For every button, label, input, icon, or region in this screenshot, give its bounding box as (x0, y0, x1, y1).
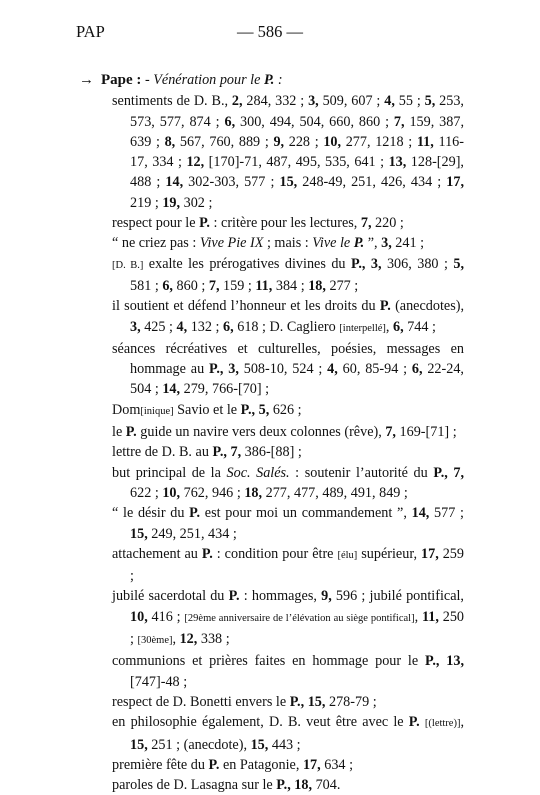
entry-text: P., (433, 464, 448, 481)
entry-text: 11, (421, 608, 439, 625)
entry-text: 250 ; (130, 608, 465, 648)
entry-text: Savio et le (173, 401, 241, 418)
entry-text: 7, (385, 424, 396, 441)
entry-text: 277, 1218 ; (341, 133, 417, 150)
entry-text: 14, (411, 505, 430, 522)
sub-entry (112, 339, 464, 400)
sub-entry (112, 544, 464, 587)
entry-text: 13, (388, 154, 407, 171)
sub-entry (112, 463, 464, 504)
entry-text: 132 ; (187, 318, 224, 335)
entry-text: 159, 387, 639 ; (130, 113, 464, 150)
entry-text: 10, (162, 484, 181, 501)
entry-text: 128-[29], 488 ; (130, 154, 464, 191)
entry-text: “ ne criez pas : (112, 235, 200, 252)
entry-text: 284, 332 ; (242, 93, 309, 110)
entry-text: 12, (179, 631, 198, 648)
entry-text: 384 ; (272, 277, 309, 294)
entry-text: 15, (130, 736, 148, 753)
entry-text: communions et prières faites en hommage pour le (112, 653, 425, 670)
entry-text: P. (379, 298, 391, 315)
entry-text: ”, (364, 235, 382, 252)
entry-heading (79, 70, 464, 90)
entry-text: 17, (446, 174, 464, 191)
entry-text: 3, (308, 93, 319, 110)
entry-text: 626 ; (269, 401, 302, 418)
entry-text: 7, (360, 215, 372, 232)
entry-text: [30ème] (137, 635, 173, 647)
entry-text: 7, (453, 464, 465, 481)
entry-text: 11, (255, 277, 273, 294)
entry-text: 7, (393, 113, 405, 130)
entry-text: 5, (453, 255, 464, 272)
subtitle-text: - Vénération pour le (144, 72, 264, 88)
entry-text: Dom (112, 401, 141, 418)
entry-text: 22-24, 504 ; (130, 361, 464, 398)
sub-entry (112, 712, 464, 755)
arrow-right-icon: → (79, 72, 94, 88)
entry-text: P. (208, 756, 220, 773)
entry-text: 509, 607 ; (318, 93, 385, 110)
sub-entry (112, 91, 464, 213)
entry-text: 508-10, 524 ; (238, 361, 328, 378)
headword: Pape : (101, 72, 142, 88)
entry-text: première fête du (112, 756, 209, 773)
entry-text: 425 ; (140, 318, 177, 335)
entry-text: [(lettre)] (424, 718, 461, 730)
entry-text: 4, (176, 318, 188, 335)
entry-text: 277 ; (325, 277, 359, 294)
entry-text: 5, (258, 401, 270, 418)
entry-text: P., (208, 361, 224, 378)
entry-text: paroles de D. Lasagna sur le (112, 777, 277, 794)
entry-text: [29ème anniversaire de l’élévation au siège pontifical] (184, 612, 415, 624)
sub-entry-list (76, 91, 464, 795)
entry-text: 220 ; (371, 215, 404, 232)
entry-text: 704. (312, 777, 341, 794)
entry-text: 567, 760, 889 ; (175, 133, 274, 150)
sub-entry (112, 400, 464, 422)
entry-text: 443 ; (268, 736, 301, 753)
entry-text: [élu] (337, 549, 358, 561)
entry-text: P. (189, 505, 201, 522)
entry-text: 2, (231, 93, 243, 110)
entry-text: Vive Pie IX (199, 235, 264, 252)
sub-entry (112, 296, 464, 339)
entry-text: P. (199, 215, 210, 232)
entry-text: 3, (130, 318, 141, 335)
entry-text: 4, (384, 93, 395, 110)
entry-text: P. (125, 424, 137, 441)
entry-text: P., (424, 653, 440, 670)
entry-text: P., (289, 693, 305, 710)
entry-text: guide un navire vers deux colonnes (rêve), (136, 424, 386, 441)
entry-text: Soc. Salés. (226, 464, 290, 481)
sub-entry (112, 586, 464, 651)
entry-text: jubilé sacerdotal du (112, 588, 229, 605)
entry-text: , (172, 631, 180, 648)
entry-text: 9, (273, 133, 285, 150)
entry-text: 4, (327, 361, 338, 378)
entry-text: 15, (279, 174, 298, 191)
sub-entry (112, 692, 464, 712)
entry-text: [inique] (140, 405, 174, 417)
entry-text: 14, (165, 174, 184, 191)
sub-entry (112, 503, 464, 544)
entry-text: P., (240, 401, 256, 418)
entry-text: 18, (244, 484, 263, 501)
entry-text: Vive le (312, 235, 354, 252)
entry-text: 3, (370, 255, 382, 272)
entry-text: : hommages, (239, 588, 322, 605)
entry-text: 18, (294, 777, 313, 794)
entry-text: 169-[71] ; (395, 424, 457, 441)
sub-entry (112, 775, 464, 795)
entry-text: respect pour le (112, 215, 200, 232)
entry-text: 302 ; (180, 194, 213, 211)
entry-text: 860 ; (172, 277, 209, 294)
entry-text: 300, 494, 504, 660, 860 ; (235, 113, 394, 130)
entry-text: (anecdotes), (390, 298, 464, 315)
entry-text: P., (212, 444, 227, 461)
entry-text: : condition pour être (212, 545, 338, 562)
entry-text: 744 ; (403, 318, 436, 335)
entry-text: P. (228, 588, 240, 605)
entry-text: 3, (381, 235, 392, 252)
sub-entry (112, 442, 464, 462)
entry-text: : critère pour les lectures, (209, 215, 361, 232)
entry-text: 14, (162, 381, 181, 398)
entry-text: 762, 946 ; (180, 484, 245, 501)
entry-text: [170]-71, 487, 495, 535, 641 ; (204, 154, 389, 171)
entry-text: 577 ; (429, 505, 464, 522)
sub-entry (112, 213, 464, 233)
subtitle-abbrev: P. (263, 72, 275, 88)
entry-text: 596 ; jubilé pontifical, (331, 588, 464, 605)
entry-text: 55 ; (394, 93, 425, 110)
entry-text: 6, (224, 113, 236, 130)
entry-text: P., (350, 255, 366, 272)
entry-text: 622 ; (130, 484, 163, 501)
entry-text: 279, 766-[70] ; (180, 381, 270, 398)
entry-text: 386-[88] ; (241, 444, 302, 461)
entry-text: 17, (421, 545, 439, 562)
entry-text: ; mais : (263, 235, 313, 252)
entry-text: 416 ; (147, 608, 185, 625)
entry-text: 7, (208, 277, 220, 294)
entry-text: 11, (416, 133, 434, 150)
entry-text: 251 ; (anecdote), (147, 736, 251, 753)
entry-text: en philosophie également, D. B. veut être avec le (112, 714, 409, 731)
entry-text: 15, (130, 525, 148, 542)
entry-text: exalte les prérogatives divines du (143, 255, 351, 272)
entry-text: 338 ; (197, 631, 230, 648)
page-number: — 586 — (237, 22, 303, 41)
entry-text: respect de D. Bonetti envers le (112, 693, 290, 710)
entry-text: 15, (250, 736, 269, 753)
entry-text: 6, (162, 277, 173, 294)
sub-entry (112, 422, 464, 442)
entry-text: 6, (411, 361, 423, 378)
entry-text: sentiments de D. B., (112, 93, 232, 110)
entry-text: 5, (424, 93, 436, 110)
entry-text: P. (408, 714, 420, 731)
entry-text: 6, (393, 318, 404, 335)
entry-text: supérieur, (357, 545, 421, 562)
entry-text: 259 ; (130, 545, 464, 585)
entry-text: 15, (307, 693, 326, 710)
entry-text: 253, 573, 577, 874 ; (130, 93, 464, 130)
entry-text: 17, (302, 756, 321, 773)
entry-text: attachement au (112, 545, 202, 562)
entry-text: 9, (321, 588, 332, 605)
entry-text: 581 ; (130, 277, 163, 294)
header-letters: PAP (76, 22, 105, 41)
sub-entry (112, 254, 464, 297)
entry-text: : soutenir l’autorité du (289, 464, 434, 481)
entry-text: but principal de la (112, 464, 227, 481)
entry-text: 228 ; (284, 133, 324, 150)
entry-text: 13, (446, 653, 465, 670)
entry-text: [interpellé] (339, 322, 386, 334)
entry-text: P. (353, 235, 365, 252)
entry-text: P., (276, 777, 291, 794)
entry-text: 60, 85-94 ; (337, 361, 412, 378)
entry-text: “ le désir du (112, 505, 190, 522)
entry-text: est pour moi un commandement ”, (200, 505, 412, 522)
entry-text: 3, (228, 361, 239, 378)
entry-text: en Patagonie, (219, 756, 303, 773)
running-header (76, 22, 464, 44)
subtitle-end: : (274, 72, 283, 88)
entry-text: , (414, 608, 422, 625)
entry-text: 249, 251, 434 ; (147, 525, 237, 542)
entry-text: 241 ; (391, 235, 425, 252)
entry-text: 19, (162, 194, 181, 211)
entry-text: 302-303, 577 ; (183, 174, 280, 191)
entry-text: 6, (223, 318, 234, 335)
sub-entry (112, 651, 464, 692)
entry-text: 116-17, 334 ; (130, 133, 464, 171)
entry-text: 10, (323, 133, 342, 150)
index-entry (76, 70, 464, 795)
entry-text: 8, (164, 133, 176, 150)
entry-text: 306, 380 ; (381, 255, 454, 272)
entry-text: P. (201, 545, 213, 562)
entry-text: 634 ; (320, 756, 354, 773)
entry-text: 248-49, 251, 426, 434 ; (297, 174, 447, 191)
entry-text: il soutient et défend l’honneur et les droits du (112, 298, 380, 315)
entry-text: 219 ; (130, 194, 163, 211)
entry-text: 12, (186, 154, 205, 171)
entry-text: [747]-48 ; (130, 673, 188, 690)
entry-text: 277, 477, 489, 491, 849 ; (262, 484, 408, 501)
entry-text: le (112, 424, 126, 441)
entry-text: 7, (230, 444, 242, 461)
entry-text: [D. B.] (112, 259, 144, 271)
entry-text: , (385, 318, 394, 335)
entry-text: 159 ; (219, 277, 256, 294)
entry-text: séances récréatives et culturelles, poésies, messages en hommage au (112, 340, 464, 378)
sub-entry (112, 233, 464, 253)
entry-text: 10, (130, 608, 148, 625)
entry-text: 278-79 ; (325, 693, 377, 710)
entry-text: lettre de D. B. au (112, 444, 213, 461)
heading-subtitle (145, 72, 283, 88)
entry-text: 618 ; D. Cagliero (233, 318, 340, 335)
sub-entry (112, 755, 464, 775)
entry-text: , (460, 714, 465, 731)
entry-text: 18, (308, 277, 326, 294)
